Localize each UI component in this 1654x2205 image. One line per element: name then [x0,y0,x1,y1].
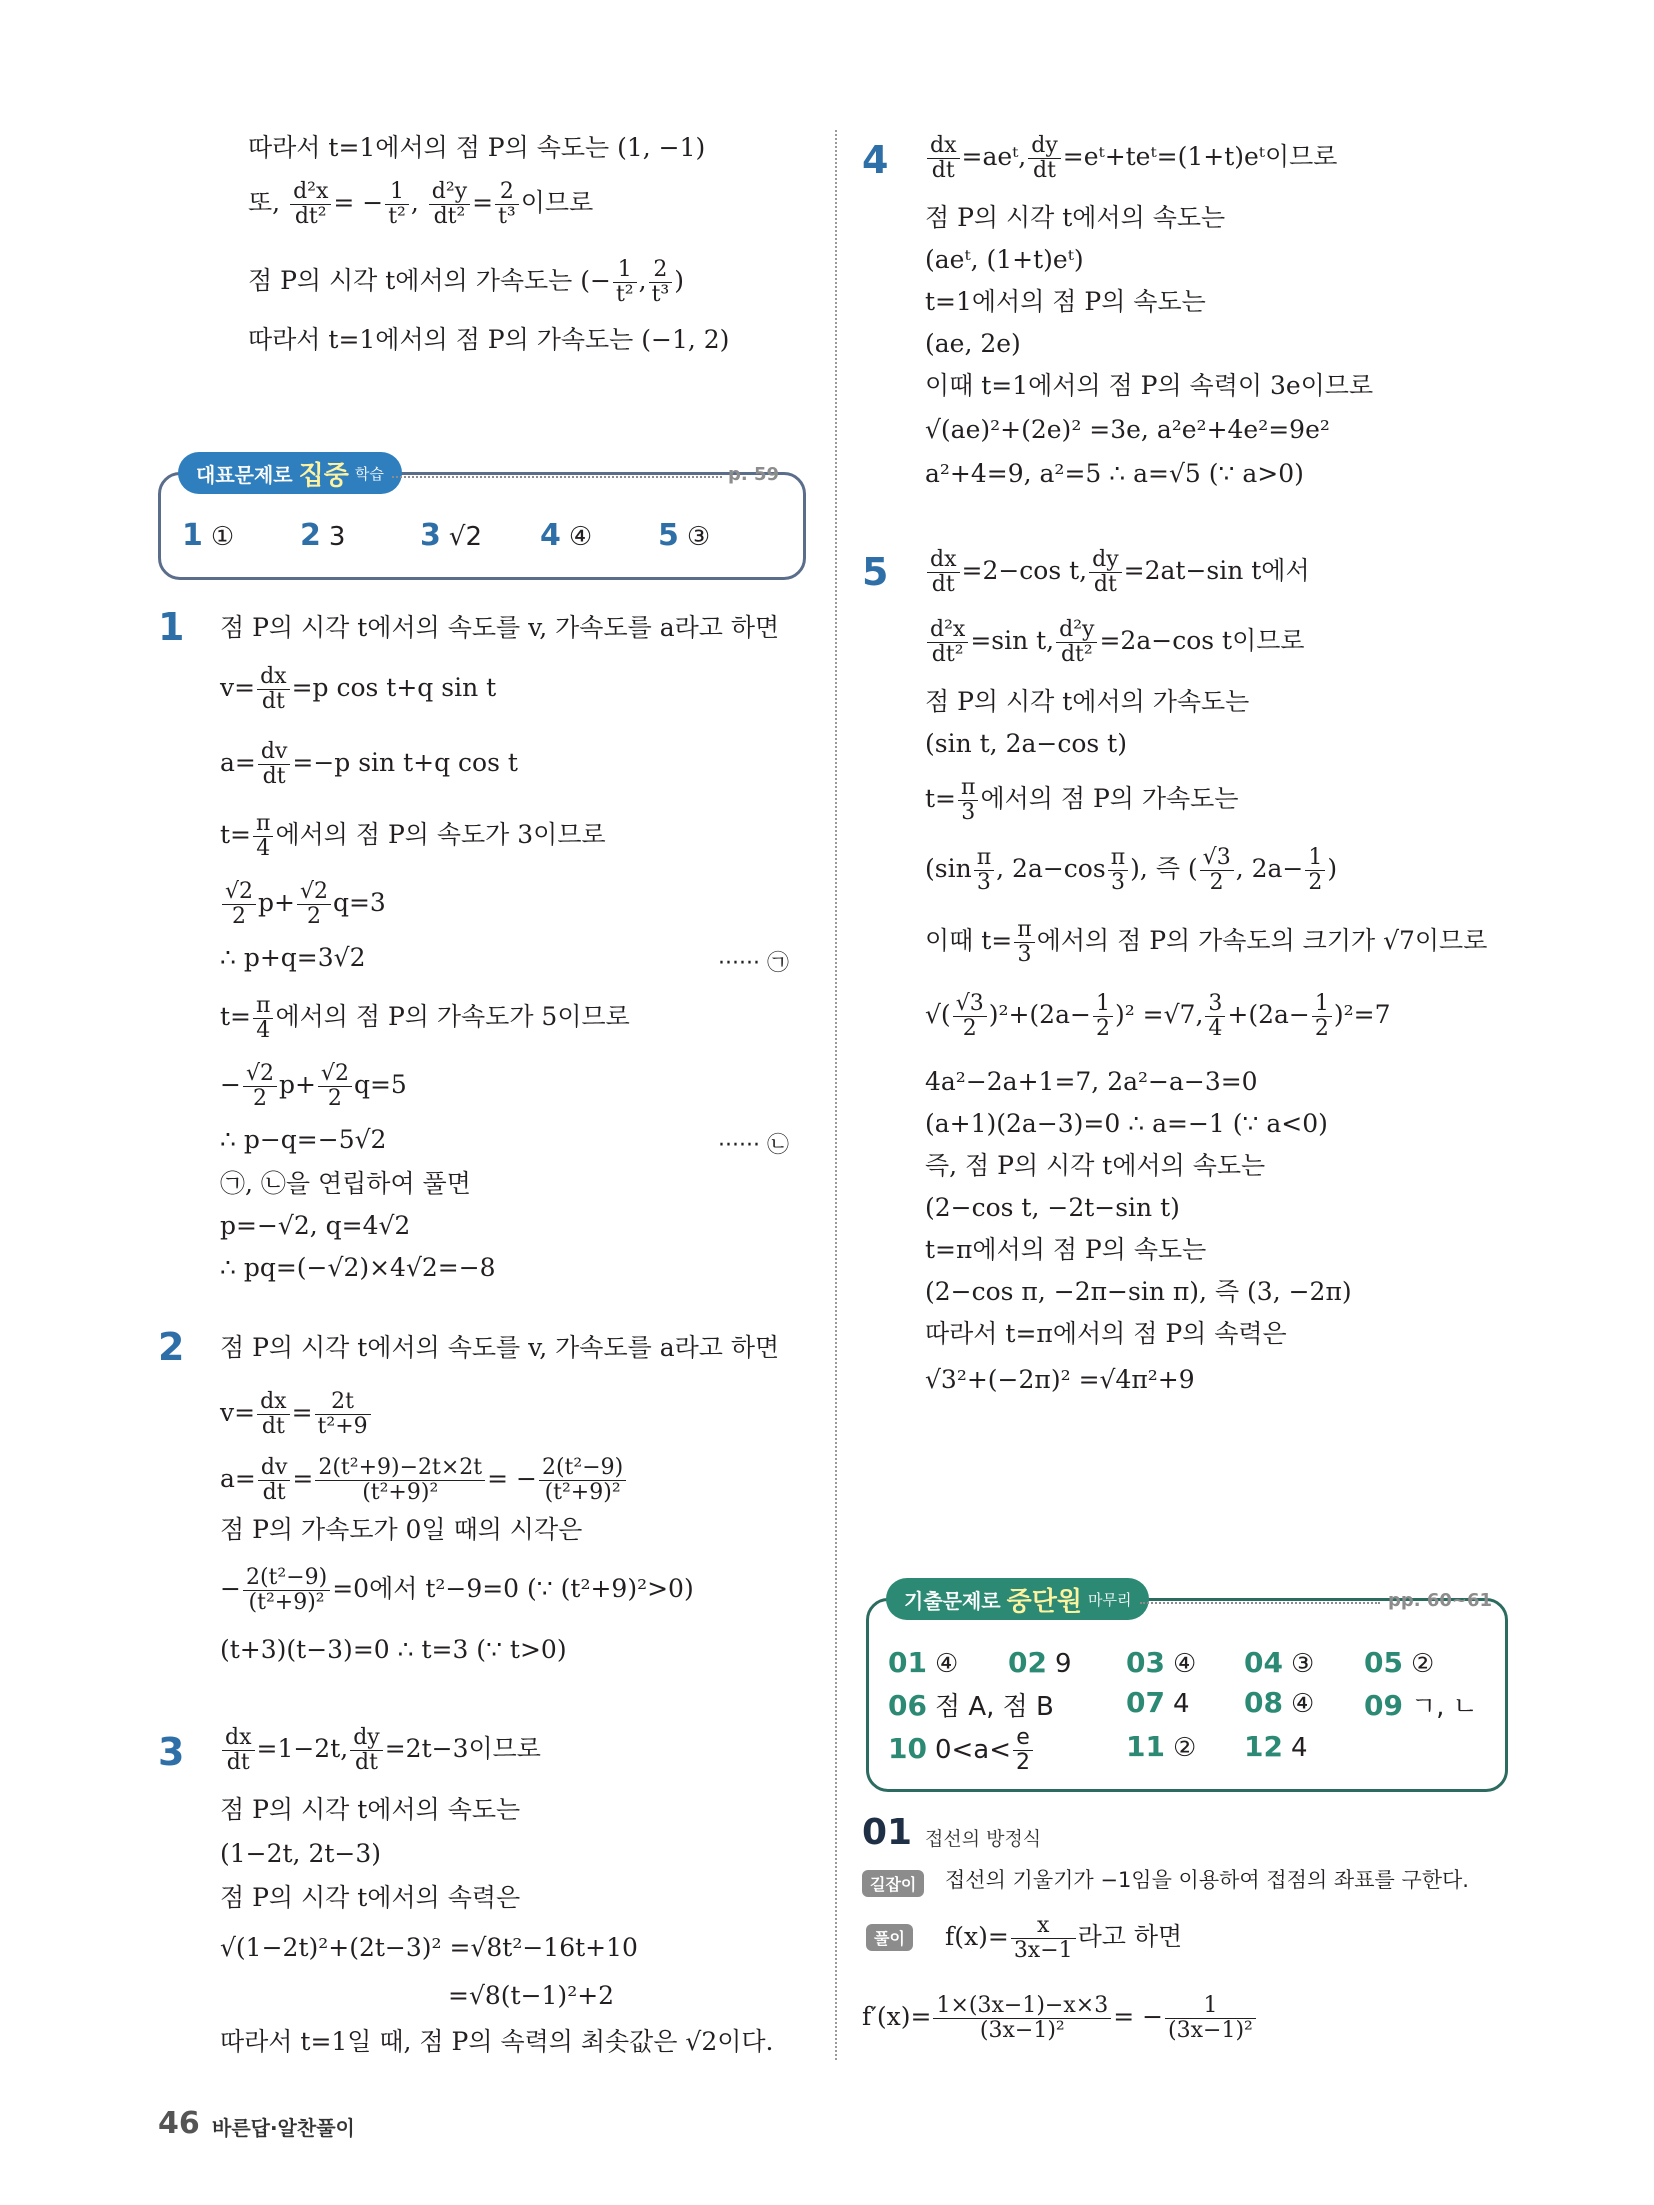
unit-review-tag: 기출문제로 중단원 마무리 [886,1578,1149,1620]
answer-item: 11 ② [1126,1730,1197,1763]
text-line: 즉, 점 P의 시각 t에서의 속도는 [925,1151,1266,1180]
text-line: − $\frac{\text{2(t²−9)}}{\text{(t²+9)²}}$ =0에서 t²−9=0 (∵ (t²+9)²>0) [220,1565,694,1615]
answer-item: 5 ③ [658,518,711,553]
problem-number: 2 [158,1325,185,1369]
text-line: (1−2t, 2t−3) [220,1839,382,1868]
text-line: ∴ p−q=−5√2 [220,1125,387,1154]
text-line: 또, $\frac{\text{d²x}}{\text{dt²}}$ = − $\frac{1}{\text{t²}}$ , $\frac{\text{d²y}}{\text{dt²}}$ = $\frac{2}{\text{t³}}$ 이므로 [248,179,594,229]
footer-text: 바른답·알찬풀이 [212,2116,355,2140]
text-line: 따라서 t=π에서의 점 P의 속력은 [925,1319,1287,1348]
answer-item: 07 4 [1126,1686,1190,1719]
text-line: t=π에서의 점 P의 속도는 [925,1235,1207,1264]
text-line: f(x)= $\frac{x}{3x-1}$ 라고 하면 [945,1913,1183,1963]
text-line: $\frac{\text{d²x}}{\text{dt²}}$ =sin t, $\frac{\text{d²y}}{\text{dt²}}$ =2a−cos t이므로 [925,618,1305,667]
solution-pill: 풀이 [866,1924,913,1951]
page-number: 46 [158,2106,200,2141]
text-line: 따라서 t=1에서의 점 P의 가속도는 (−1, 2) [248,325,730,354]
text-line: 점 P의 시각 t에서의 속력은 [220,1883,521,1912]
text-line: a²+4=9, a²=5 ∴ a=√5 (∵ a>0) [925,459,1304,488]
text-line: 점 P의 시각 t에서의 가속도는 (− $\frac{1}{\text{t²}}$ , $\frac{2}{\text{t³}}$ ) [248,257,685,307]
answer-item: 12 4 [1244,1730,1308,1763]
text-line: ∴ pq=(−√2)×4√2=−8 [220,1253,496,1282]
page-reference: p. 59 [728,464,780,485]
text-line: (sin t, 2a−cos t) [925,729,1127,758]
text-line: t= $\frac{\pi}{4}$ 에서의 점 P의 속도가 3이므로 [220,811,606,861]
text-line: 점 P의 시각 t에서의 속도는 [925,203,1226,232]
text-line: 이때 t= $\frac{\pi}{3}$ 에서의 점 P의 가속도의 크기가 √7이므로 [925,917,1488,967]
text-line: v= $\frac{dx}{dt}$ = $\frac{2t}{\text{t²+9}}$ [220,1390,373,1439]
dotted-rule [392,476,722,478]
text-line: (a+1)(2a−3)=0 ∴ a=−1 (∵ a<0) [925,1109,1328,1138]
text-line: (sin $\frac{\pi}{3}$ , 2a−cos $\frac{\pi}{3}$ ), 즉 ( $\frac{√3}{2}$ , 2a− $\frac{1}{2}$ ) [925,845,1338,895]
text-line: 점 P의 시각 t에서의 속도를 v, 가속도를 a라고 하면 [220,613,780,642]
answer-item: 06 점 A, 점 B [888,1689,1054,1722]
text-line: $\frac{dx}{dt}$ =aeᵗ, $\frac{dy}{dt}$ =eᵗ+teᵗ=(1+t)eᵗ이므로 [925,134,1337,183]
text-line: (ae, 2e) [925,329,1021,358]
text-line: 이때 t=1에서의 점 P의 속력이 3e이므로 [925,371,1374,400]
text-line: 점 P의 가속도가 0일 때의 시각은 [220,1515,583,1544]
text-line: 점 P의 시각 t에서의 속도는 [220,1795,521,1824]
text-line: √( $\frac{√3}{2}$ )²+(2a− $\frac{1}{2}$ )² =√7, $\frac{3}{4}$ +(2a− $\frac{1}{2}$ )²=7 [925,991,1391,1041]
problem-number: 3 [158,1730,185,1774]
problem-number: 5 [862,550,889,594]
text-line: 따라서 t=1에서의 점 P의 속도는 (1, −1) [248,133,706,162]
text-line: √(1−2t)²+(2t−3)² =√8t²−16t+10 [220,1933,638,1962]
answer-item: 2 3 [300,518,346,553]
text-line: (aeᵗ, (1+t)eᵗ) [925,245,1084,274]
text-line: (2−cos t, −2t−sin t) [925,1193,1180,1222]
answer-item: 1 ① [182,518,235,553]
text-line: $\frac{√2}{2}$ p+ $\frac{√2}{2}$ q=3 [220,880,386,929]
problem-number: 1 [158,605,185,649]
answer-item: 10 0<a< $\frac{e}{2}$ [888,1726,1035,1775]
text-line: p=−√2, q=4√2 [220,1211,411,1240]
equation-marker: ······ ㉡ [718,1133,789,1158]
answer-item: 05 ② [1364,1646,1435,1679]
answer-item: 4 ④ [540,518,593,553]
guide-pill: 길잡이 [862,1870,924,1897]
equation-marker: ······ ㉠ [718,951,789,976]
text-line: √(ae)²+(2e)² =3e, a²e²+4e²=9e² [925,415,1330,444]
dotted-rule [1140,1602,1380,1604]
text-line: t= $\frac{\pi}{4}$ 에서의 점 P의 가속도가 5이므로 [220,993,630,1043]
problem-number: 4 [862,138,889,182]
text-line: (2−cos π, −2π−sin π), 즉 (3, −2π) [925,1277,1352,1306]
guide-text: 접선의 기울기가 −1임을 이용하여 접점의 좌표를 구한다. [945,1868,1469,1892]
section-number: 01 [862,1812,913,1853]
text-line: ㉠, ㉡을 연립하여 풀면 [220,1169,471,1198]
text-line: √3²+(−2π)² =√4π²+9 [925,1365,1195,1394]
text-line: v= $\frac{dx}{dt}$ =p cos t+q sin t [220,664,497,714]
text-line: a= $\frac{dv}{dt}$ = $\frac{\text{2(t²+9)−2t×2t}}{\text{(t²+9)²}}$ = − $\frac{\text{2(t²−9)}}{\text{(t²+9)²}}$ [220,1456,628,1505]
answer-item: 03 ④ [1126,1646,1197,1679]
focus-tag: 대표문제로 집중 학습 [178,452,402,494]
text-line: − $\frac{√2}{2}$ p+ $\frac{√2}{2}$ q=5 [220,1061,407,1111]
answer-item: 08 ④ [1244,1686,1315,1719]
column-divider [835,130,837,2060]
answer-item: 02 9 [1008,1646,1072,1679]
text-line: $\frac{dx}{dt}$ =1−2t, $\frac{dy}{dt}$ =2t−3이므로 [220,1726,541,1775]
text-line: t= $\frac{\pi}{3}$ 에서의 점 P의 가속도는 [925,775,1239,825]
text-line: 4a²−2a+1=7, 2a²−a−3=0 [925,1067,1258,1096]
text-line: 점 P의 시각 t에서의 속도를 v, 가속도를 a라고 하면 [220,1333,780,1362]
text-line: a= $\frac{dv}{dt}$ =−p sin t+q cos t [220,739,518,789]
section-title: 접선의 방정식 [925,1828,1042,1850]
text-line: f′(x)= $\frac{1\times(3x-1)-x\times 3}{\text{(3x−1)²}}$ = − $\frac{1}{\text{(3x−1)²}}$ [862,1994,1258,2043]
text-line: ∴ p+q=3√2 [220,943,366,972]
answer-item: 09 ㄱ, ㄴ [1364,1689,1478,1722]
text-line: $\frac{dx}{dt}$ =2−cos t, $\frac{dy}{dt}$ =2at−sin t에서 [925,548,1310,597]
page-reference: pp. 60~61 [1388,1590,1493,1611]
answer-item: 3 √2 [420,518,482,553]
text-line: 따라서 t=1일 때, 점 P의 속력의 최솟값은 √2이다. [220,2027,774,2056]
text-line: (t+3)(t−3)=0 ∴ t=3 (∵ t>0) [220,1635,567,1664]
text-line: =√8(t−1)²+2 [448,1981,615,2010]
answer-item: 01 ④ [888,1646,959,1679]
text-line: t=1에서의 점 P의 속도는 [925,287,1206,316]
answer-item: 04 ③ [1244,1646,1315,1679]
text-line: 점 P의 시각 t에서의 가속도는 [925,687,1250,716]
